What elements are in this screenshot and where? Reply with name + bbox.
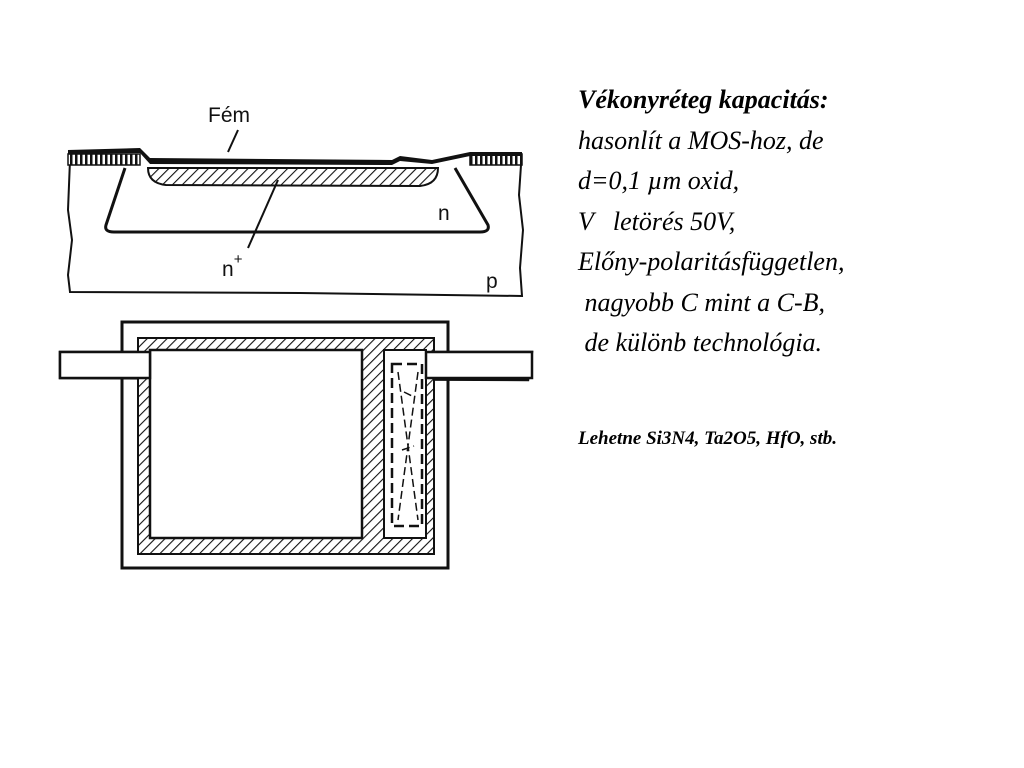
text-line-5: nagyobb C mint a C-B, (578, 287, 825, 317)
contact-window (384, 350, 426, 538)
description-text (578, 80, 1018, 364)
n-plus-diffusion (148, 168, 438, 186)
materials-note: Lehetne Si3N4, Ta2O5, HfO, stb. (578, 428, 837, 449)
n-region-label: n (438, 202, 450, 225)
metal-pointer-line (228, 130, 238, 152)
p-substrate-label: p (486, 270, 498, 293)
capacitor-diagram (0, 0, 560, 600)
n-plus-label (222, 251, 243, 281)
text-line-2: d=0,1 µm oxid, (578, 166, 740, 195)
heading: Vékonyréteg kapacitás: (578, 85, 829, 114)
text-line-4: Előny-polaritásfüggetlen, (578, 247, 845, 276)
interconnect-bar-right-edge (426, 352, 532, 378)
n-plus-pointer-line (248, 180, 278, 248)
n-plus-superscript: + (233, 251, 243, 268)
metal-label: Fém (208, 104, 250, 127)
interconnect-bar-top-edge (60, 352, 150, 378)
top-view (60, 322, 532, 568)
cross-section-view (68, 104, 523, 296)
n-plus-base: n (222, 258, 234, 281)
text-line-1: hasonlít a MOS-hoz, de (578, 125, 824, 155)
oxide-layer-left (68, 154, 140, 165)
top-plate-window (150, 350, 362, 538)
text-line-6: de különb technológia. (578, 328, 823, 357)
text-line-3: V letörés 50V, (578, 206, 736, 236)
